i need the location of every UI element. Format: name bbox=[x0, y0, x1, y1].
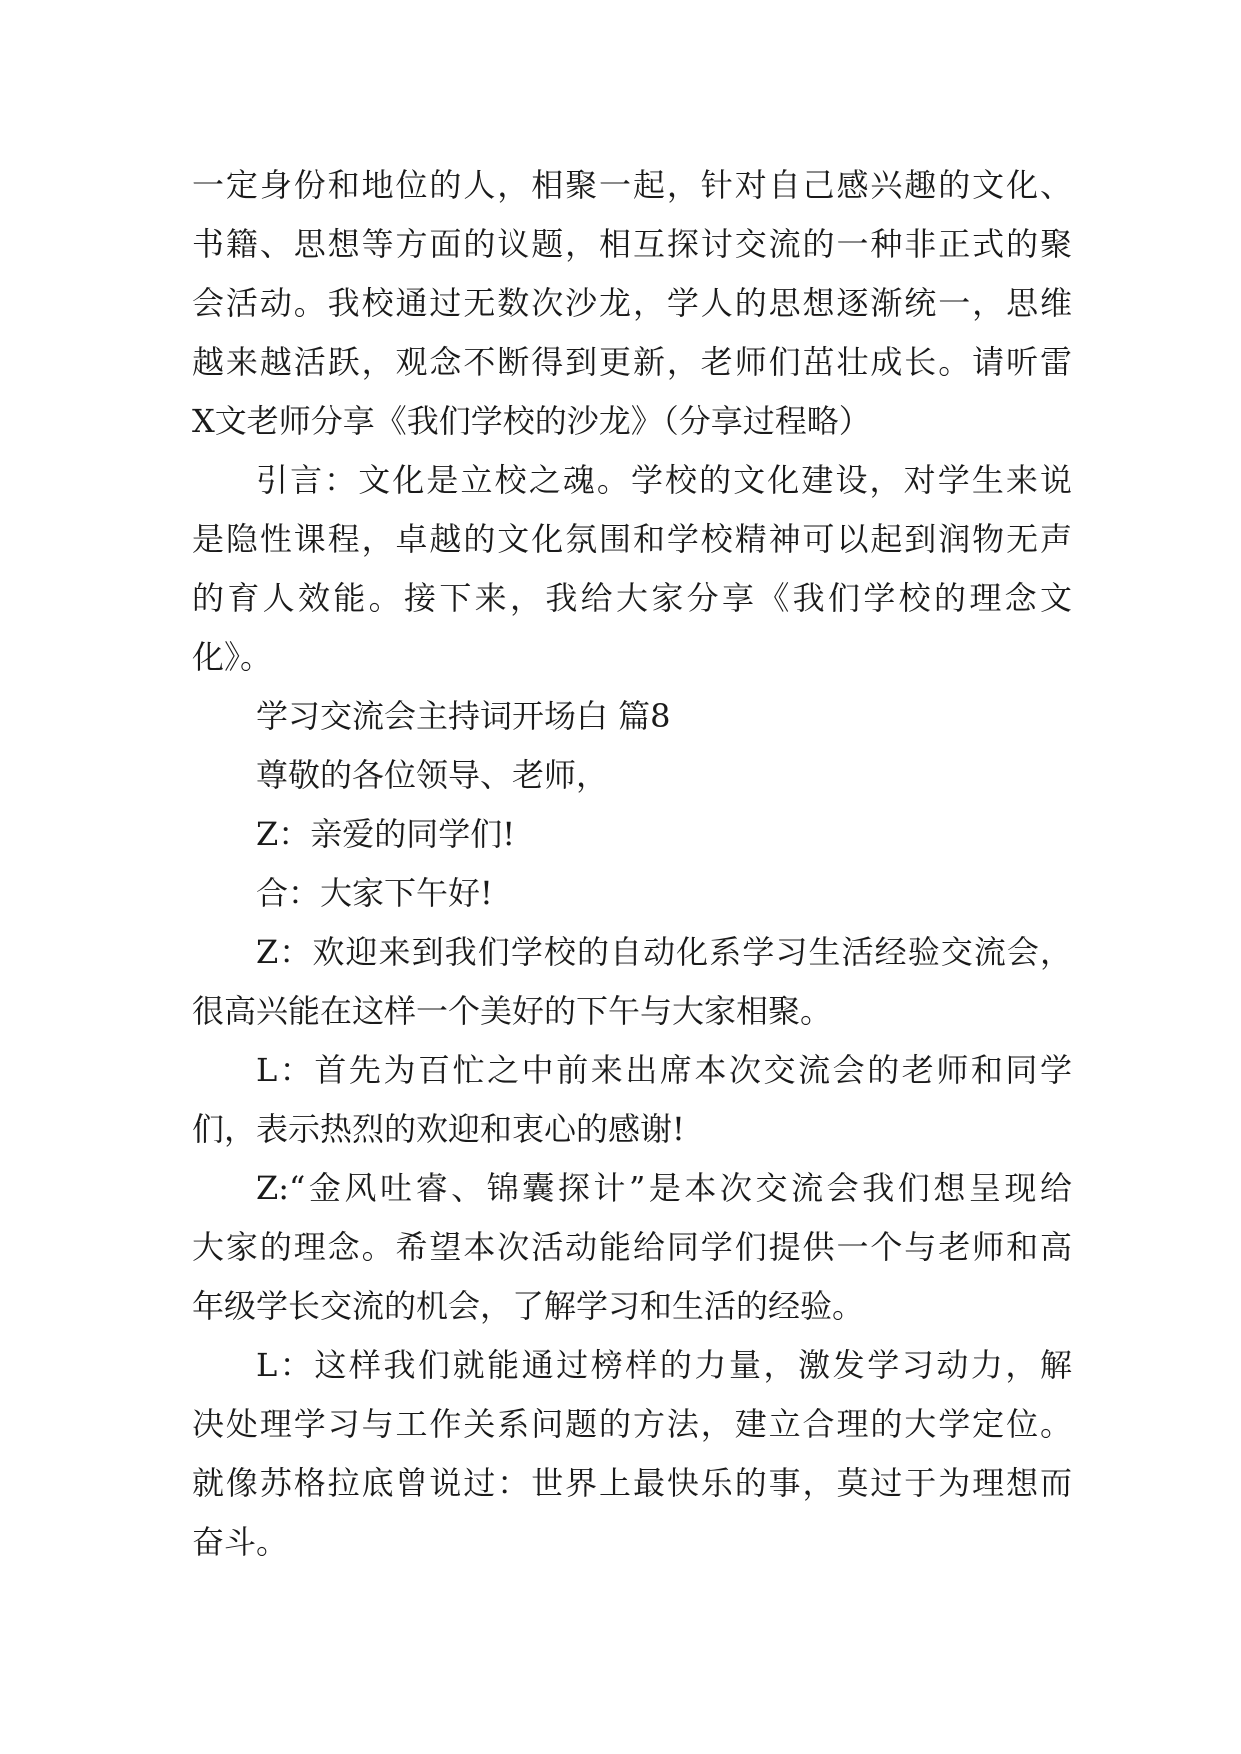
dialogue-line: L：首先为百忙之中前来出席本次交流会的老师和同学 bbox=[256, 1051, 1072, 1089]
dialogue-line: 大家的理念。希望本次活动能给同学们提供一个与老师和高 bbox=[192, 1228, 1072, 1266]
paragraph-line: 一定身份和地位的人，相聚一起，针对自己感兴趣的文化、 bbox=[192, 166, 1072, 204]
document-body bbox=[192, 156, 1072, 1572]
paragraph-line: 书籍、思想等方面的议题，相互探讨交流的一种非正式的聚 bbox=[192, 225, 1072, 263]
dialogue-line: 合：大家下午好! bbox=[256, 874, 493, 912]
paragraph-line: 越来越活跃，观念不断得到更新，老师们茁壮成长。请听雷 bbox=[192, 343, 1072, 381]
dialogue-line: 很高兴能在这样一个美好的下午与大家相聚。 bbox=[192, 992, 833, 1030]
dialogue-line: Z:“金风吐睿、锦囊探计”是本次交流会我们想呈现给 bbox=[256, 1169, 1072, 1207]
dialogue-line: 们，表示热烈的欢迎和衷心的感谢! bbox=[192, 1110, 685, 1148]
dialogue-line: 就像苏格拉底曾说过：世界上最快乐的事，莫过于为理想而 bbox=[192, 1464, 1072, 1502]
paragraph-line: 是隐性课程，卓越的文化氛围和学校精神可以起到润物无声 bbox=[192, 520, 1072, 558]
dialogue-line: 奋斗。 bbox=[192, 1523, 289, 1561]
paragraph-line: X文老师分享《我们学校的沙龙》（分享过程略） bbox=[192, 402, 871, 440]
paragraph-line: 引言：文化是立校之魂。学校的文化建设，对学生来说 bbox=[256, 461, 1072, 499]
paragraph-line: 会活动。我校通过无数次沙龙，学人的思想逐渐统一，思维 bbox=[192, 284, 1072, 322]
paragraph-line: 的育人效能。接下来，我给大家分享《我们学校的理念文 bbox=[192, 579, 1072, 617]
section-heading: 学习交流会主持词开场白 篇8 bbox=[256, 697, 671, 735]
dialogue-line: L：这样我们就能通过榜样的力量，激发学习动力，解 bbox=[256, 1346, 1072, 1384]
dialogue-line: 年级学长交流的机会，了解学习和生活的经验。 bbox=[192, 1287, 865, 1325]
dialogue-line: 决处理学习与工作关系问题的方法，建立合理的大学定位。 bbox=[192, 1405, 1072, 1443]
dialogue-line: Z：欢迎来到我们学校的自动化系学习生活经验交流会， bbox=[256, 933, 1072, 971]
paragraph-line: 化》。 bbox=[192, 638, 273, 676]
dialogue-line: Z：亲爱的同学们! bbox=[256, 815, 516, 853]
salutation-line: 尊敬的各位领导、老师， bbox=[256, 756, 609, 794]
